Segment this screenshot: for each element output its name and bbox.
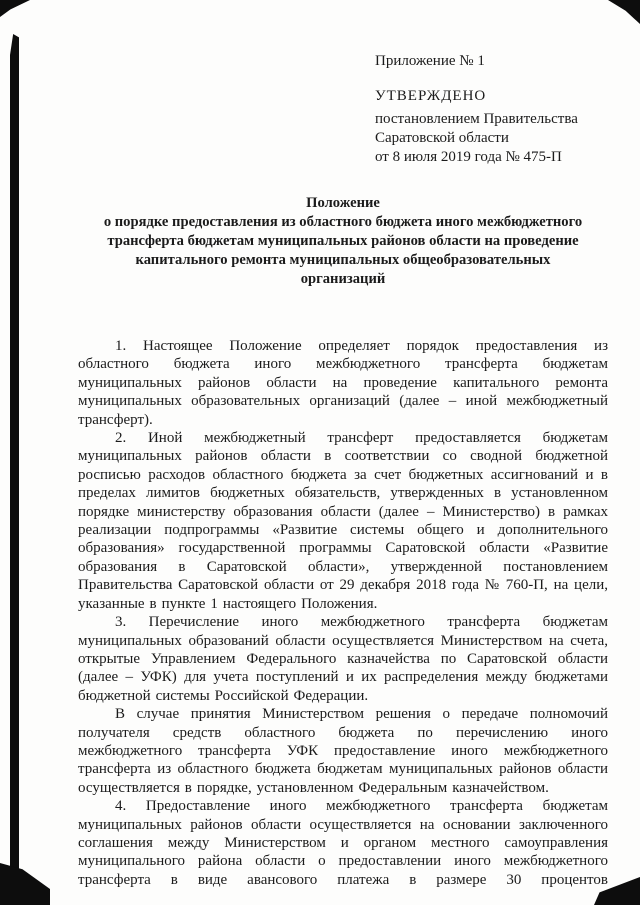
approval-line-region: Саратовской области xyxy=(375,130,509,146)
title-line: организаций xyxy=(300,271,386,287)
approval-block xyxy=(375,52,608,167)
paragraph-5: 4. Предоставление иного межбюджетного трансферта бюджетам муниципальных районов области осуществляется на основании заключенного соглашения между Министерством и органом местного самоуправления муниципального района области о предоставлении иного межбюджетного трансферта в виде авансового платежа в размере 30 процентов xyxy=(78,798,608,888)
scan-artifact-bottom-left-corner xyxy=(0,863,50,905)
title-line: Положение xyxy=(306,195,380,211)
approved-label: УТВЕРЖДЕНО xyxy=(375,88,487,104)
document-title xyxy=(78,194,608,289)
approval-line-date-number: от 8 июля 2019 года № 475-П xyxy=(375,149,562,165)
document-content xyxy=(78,52,608,889)
paragraph-2: 2. Иной межбюджетный трансферт предоставляется бюджетам муниципальных районов области в соответствии со сводной бюджетной росписью расходов областного бюджета за счет бюджетных ассигнований и в пределах лимитов бюджетных обязательств, утвержденных в установленном порядке министерству образования области (далее – Министерство) в рамках реализации подпрограммы «Развитие системы общего и дополнительного образования» государственной программы Саратовской области «Развитие образования в Саратовской области», утвержденной постановлением Правительства Саратовской области от 29 декабря 2018 года № 760-П, на цели, указанные в пункте 1 настоящего Положения. xyxy=(78,430,608,612)
scan-artifact-left-edge xyxy=(10,34,19,872)
title-line: трансферта бюджетам муниципальных районов области на проведение xyxy=(107,233,579,249)
appendix-label: Приложение № 1 xyxy=(375,53,485,69)
title-line: капитального ремонта муниципальных общеобразовательных xyxy=(135,252,551,268)
paragraph-4: В случае принятия Министерством решения о передаче полномочий получателя средств областного бюджета по перечислению иного межбюджетного трансферта УФК предоставление иного межбюджетного трансферта из областного бюджета бюджетам муниципальных районов области осуществляется в порядке, установленном Федеральным казначейством. xyxy=(78,706,608,796)
document-body xyxy=(78,337,608,889)
scan-artifact-top-left-corner xyxy=(0,0,30,17)
paragraph-1: 1. Настоящее Положение определяет порядок предоставления из областного бюджета иного межбюджетного трансферта бюджетам муниципальных районов области на проведение капитального ремонта муниципальных образовательных организаций (далее – иной межбюджетный трансферт). xyxy=(78,338,608,428)
paragraph-3: 3. Перечисление иного межбюджетного трансферта бюджетам муниципальных образований области осуществляется Министерством на счета, открытые Управлением Федерального казначейства по Саратовской области (далее – УФК) для учета поступлений и их распределения между бюджетами бюджетной системы Российской Федерации. xyxy=(78,614,608,704)
scan-artifact-top-right-corner xyxy=(608,0,640,24)
approval-line-authority: постановлением Правительства xyxy=(375,111,578,127)
title-line: о порядке предоставления из областного бюджета иного межбюджетного xyxy=(103,214,583,230)
